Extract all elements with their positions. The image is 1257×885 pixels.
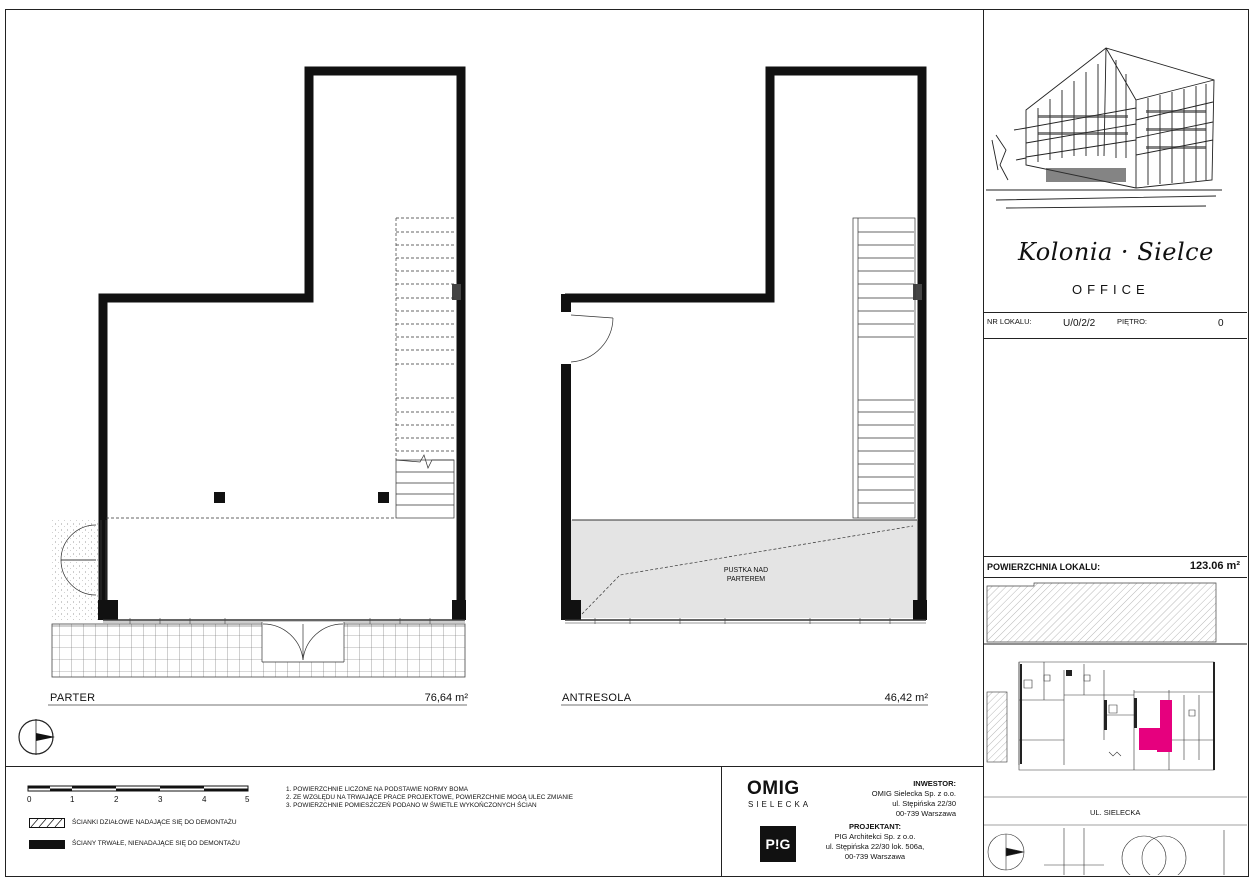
investor-block (800, 779, 956, 819)
unit-row-bottom-line (984, 338, 1247, 339)
unit-area-value: 123.06 m² (1189, 560, 1240, 572)
parter-label: PARTER (50, 692, 96, 704)
area-row-bottom-line (984, 577, 1247, 578)
omig-logo-sub: SIELECKA (748, 800, 812, 809)
void-label-line-1: PUSTKA NAD (723, 567, 769, 574)
omig-logo: OMIG (747, 778, 800, 799)
scale-tick-4: 4 (202, 795, 207, 804)
building-sketch (986, 40, 1222, 220)
key-plan (984, 580, 1247, 875)
void-label-line-2: PARTEREM (726, 576, 766, 583)
designer-title: PROJEKTANT: (849, 822, 901, 831)
bottom-band-divider (5, 766, 984, 767)
scale-tick-1: 1 (70, 795, 75, 804)
legend-hatch-swatch (29, 818, 65, 828)
scale-tick-2: 2 (114, 795, 119, 804)
unit-nr-label: NR LOKALU: (987, 317, 1032, 326)
note-2: 2. ZE WZGLĘDU NA TRWAJĄCE PRACE PROJEKTOWE, POWIERZCHNIE MOGĄ ULEC ZMIANIE (286, 794, 574, 801)
unit-floor-value: 0 (1218, 318, 1224, 329)
antresola-label: ANTRESOLA (562, 692, 632, 704)
legend-permanent-text: ŚCIANY TRWAŁE, NIENADAJĄCE SIĘ DO DEMONTAŻU (72, 840, 240, 847)
pig-logo (760, 826, 796, 862)
parter-area: 76,64 m² (424, 692, 468, 704)
parter-walls (103, 71, 461, 618)
brand-office: OFFICE (1072, 282, 1150, 297)
investor-line-2: ul. Stępińska 22/30 (892, 799, 956, 808)
antresola-area: 46,42 m² (884, 692, 928, 704)
antresola-door (571, 315, 613, 362)
scale-tick-5: 5 (245, 795, 250, 804)
logo-divider (721, 766, 722, 876)
legend-partition-text: ŚCIANKI DZIAŁOWE NADAJĄCE SIĘ DO DEMONTAŻU (72, 819, 237, 826)
legend-solid-swatch (29, 840, 65, 849)
scale-bar (27, 785, 252, 795)
brand-script: Kolonia · Sielce (1018, 238, 1214, 266)
unit-area-label: POWIERZCHNIA LOKALU: (987, 562, 1101, 572)
parter-plan (52, 71, 466, 677)
antresola-stair (853, 218, 915, 518)
parter-stair (396, 218, 454, 518)
note-3: 3. POWIERZCHNIE POMIESZCZEŃ PODANO W ŚWIETLE WYKOŃCZONYCH ŚCIAN (286, 802, 537, 809)
investor-line-3: 00-739 Warszawa (895, 809, 956, 818)
scale-tick-0: 0 (27, 795, 32, 804)
antresola-plan (561, 71, 927, 624)
exterior-paving (52, 520, 98, 620)
designer-line-2: ul. Stępińska 22/30 lok. 506a, (825, 842, 925, 851)
north-arrow (19, 719, 55, 755)
notes (286, 786, 573, 810)
terrace-tiles (52, 624, 465, 677)
unit-row-top-line (984, 312, 1247, 313)
investor-line-1: OMIG Sielecka Sp. z o.o. (871, 789, 956, 798)
area-row-top-line (984, 556, 1247, 557)
unit-floor-label: PIĘTRO: (1117, 317, 1148, 326)
designer-block (800, 822, 950, 862)
designer-line-3: 00-739 Warszawa (844, 852, 906, 861)
parter-entrance-door (262, 622, 344, 662)
unit-nr-value: U/0/2/2 (1063, 318, 1096, 329)
investor-title: INWESTOR: (913, 779, 956, 788)
designer-line-1: PIG Architekci Sp. z o.o. (834, 832, 916, 841)
street-label: UL. SIELECKA (1090, 808, 1141, 817)
key-plan-highlight (1139, 700, 1172, 752)
pig-logo-text: P!G (765, 836, 791, 852)
note-1: 1. POWIERZCHNIE LICZONE NA PODSTAWIE NORMY BOMA (286, 786, 469, 793)
void-label (706, 566, 786, 584)
scale-tick-3: 3 (158, 795, 163, 804)
